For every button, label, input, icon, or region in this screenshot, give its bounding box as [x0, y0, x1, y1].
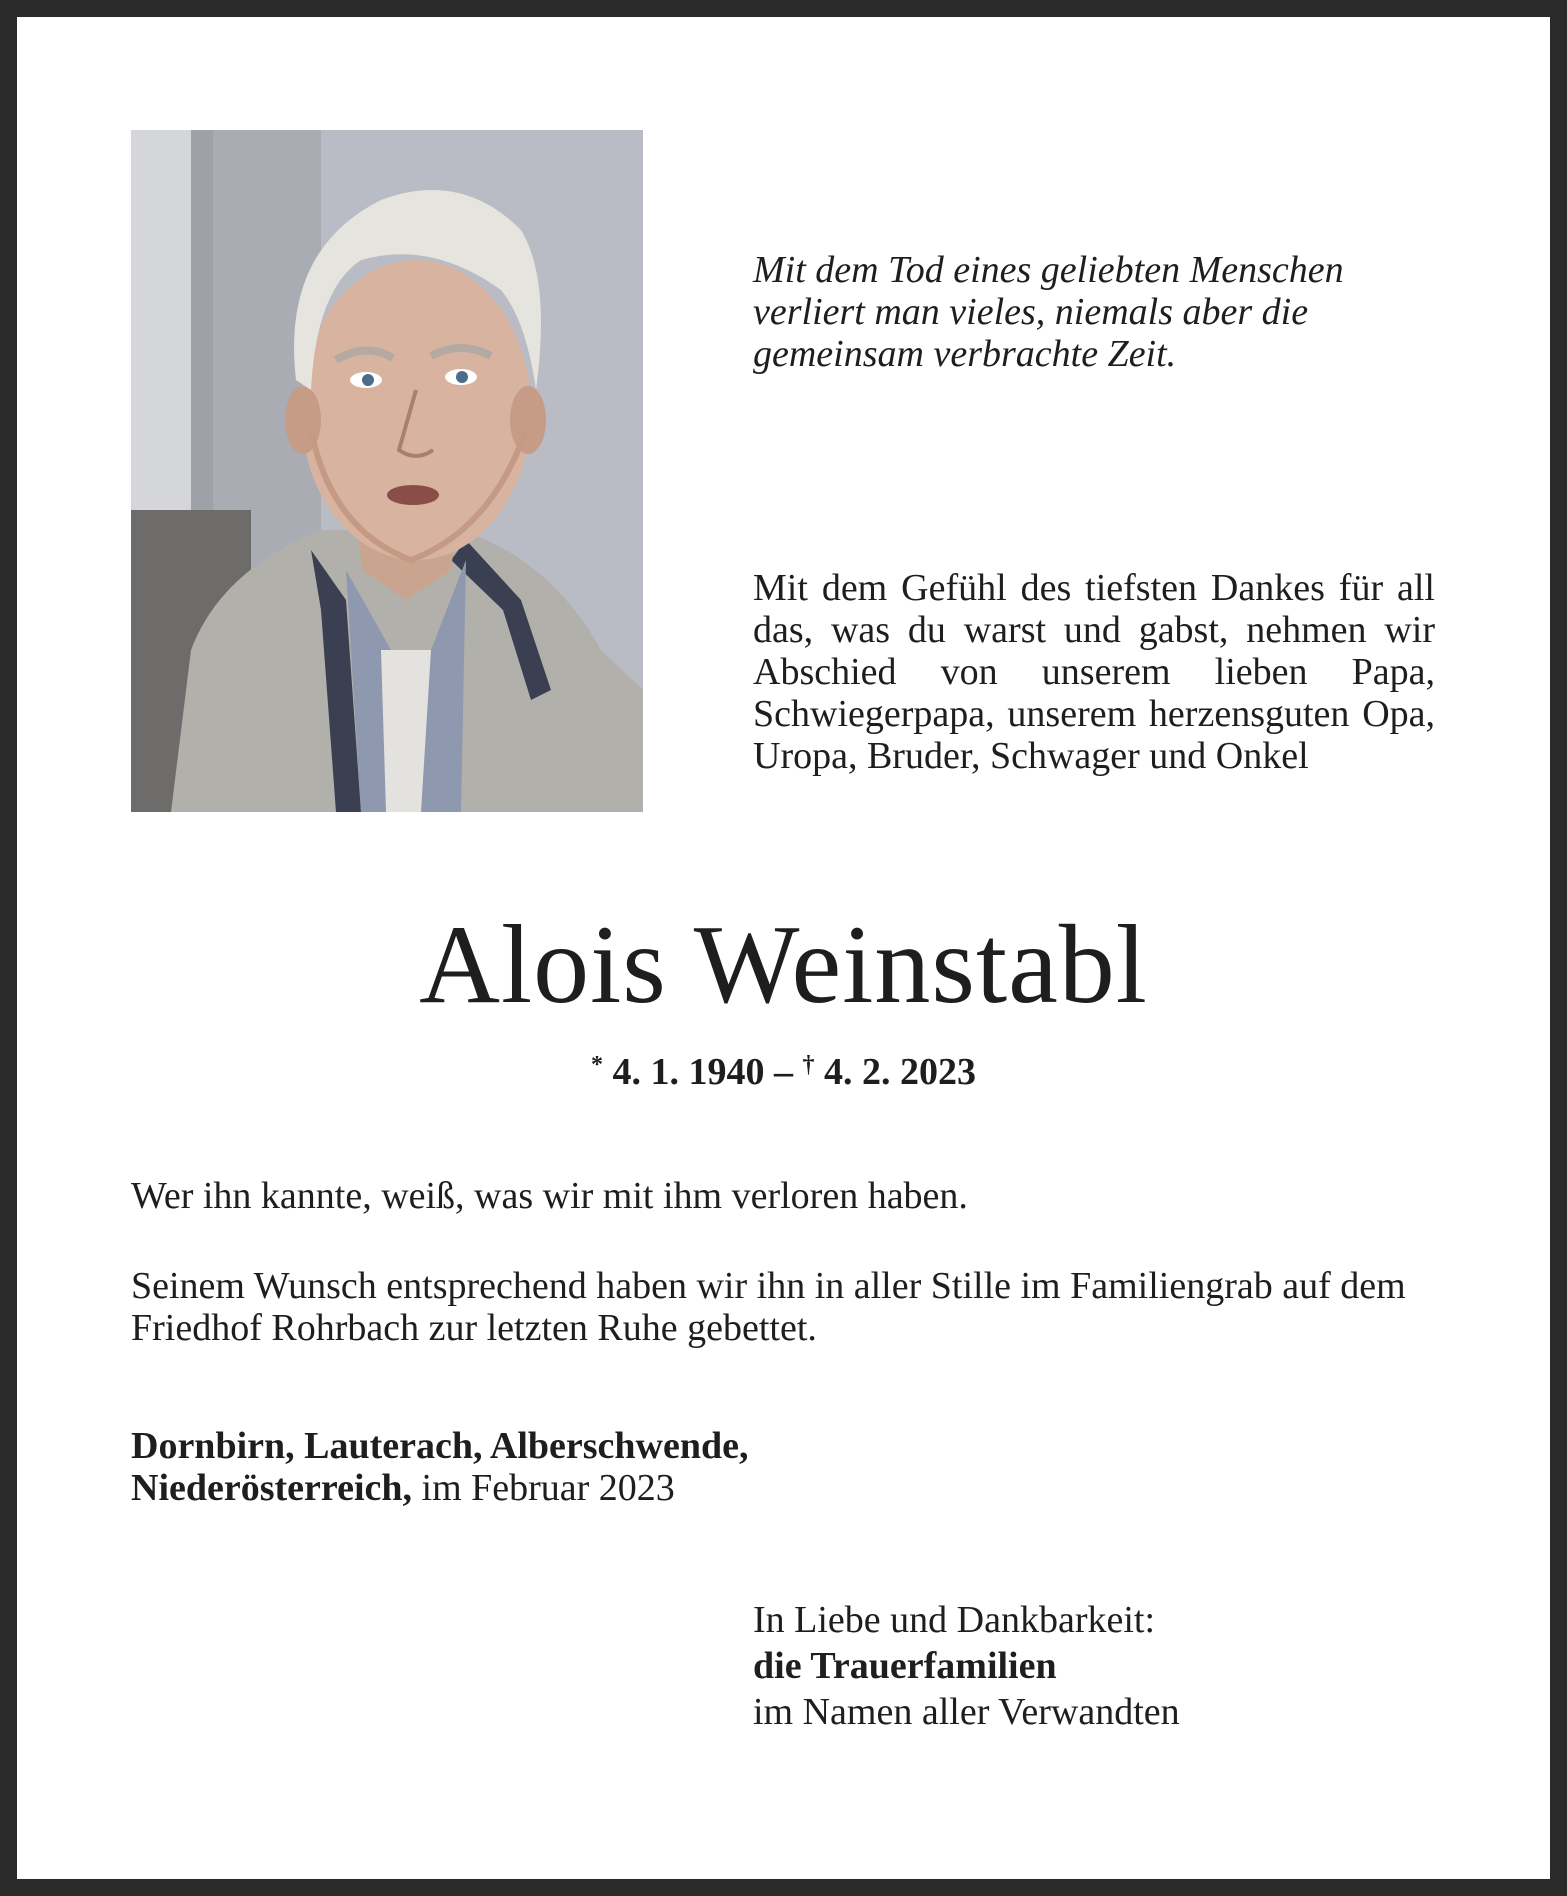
quote-line: verliert man vieles, niemals aber die [753, 291, 1309, 333]
burial-paragraph: Seinem Wunsch entsprechend haben wir ihn in aller Stille im Familiengrab auf dem Friedhof Rohrbach zur letzten Ruhe gebettet. [131, 1265, 1406, 1349]
signature-greeting: In Liebe und Dankbarkeit: [753, 1599, 1156, 1641]
signature-family: die Trauerfamilien [753, 1645, 1057, 1687]
region-name: Niederösterreich, [131, 1467, 413, 1509]
month-year: im Februar 2023 [412, 1467, 675, 1509]
region-date-line [131, 1467, 1031, 1509]
obituary-page [17, 17, 1550, 1879]
portrait-photo [131, 130, 643, 812]
birth-date: 4. 1. 1940 [612, 1051, 765, 1093]
deceased-name: Alois Weinstabl [419, 903, 1148, 1027]
quote-line: Mit dem Tod eines geliebten Menschen [753, 249, 1344, 291]
life-dates [17, 1043, 1550, 1094]
memorial-quote [753, 249, 1433, 375]
signature-relatives: im Namen aller Verwandten [753, 1691, 1180, 1733]
death-symbol: † [802, 1052, 815, 1078]
signature-block [753, 1597, 1453, 1735]
death-date: 4. 2. 2023 [824, 1051, 976, 1093]
date-separator: – [774, 1051, 793, 1093]
portrait-illustration [131, 130, 643, 812]
quote-line: gemeinsam verbrachte Zeit. [753, 333, 1177, 375]
birth-symbol: * [591, 1052, 603, 1078]
farewell-intro: Mit dem Gefühl des tiefsten Dankes für all das, was du warst und gabst, nehmen wir Abschied von unserem lieben Papa, Schwiegerpapa, unserem herzensguten Opa, Uropa, Bruder, Schwager und Onkel [753, 567, 1435, 777]
places-line: Dornbirn, Lauterach, Alberschwende, [131, 1425, 749, 1467]
remembrance-paragraph: Wer ihn kannte, weiß, was wir mit ihm verloren haben. [131, 1175, 968, 1217]
place-and-date [131, 1425, 1031, 1509]
